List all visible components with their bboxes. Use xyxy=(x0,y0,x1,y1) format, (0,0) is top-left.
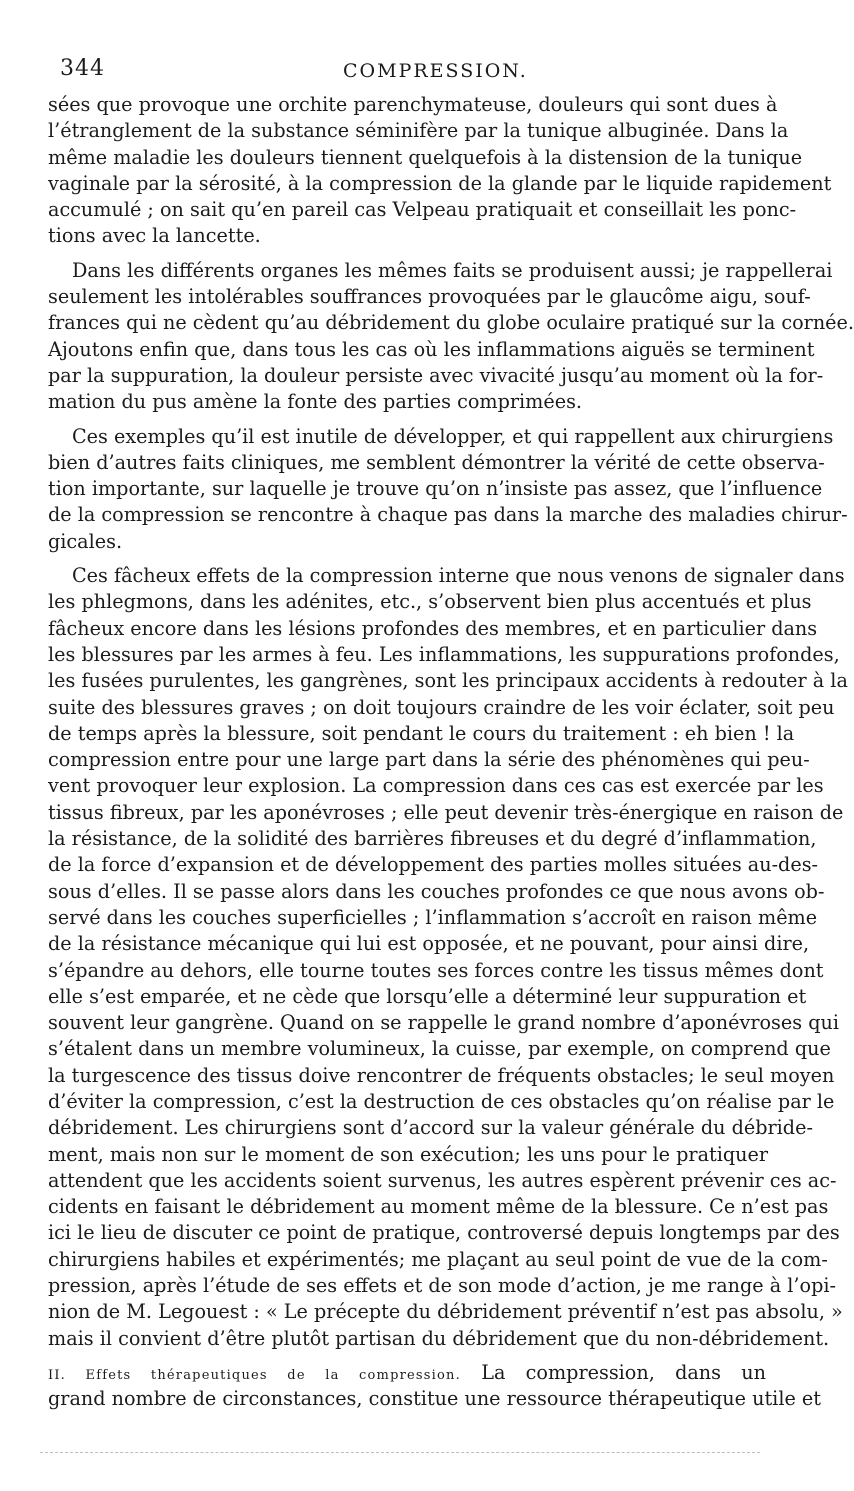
section-lead: La compression, dans un xyxy=(481,1360,766,1384)
text-line: même maladie les douleurs tiennent quelquefois à la distension de la tunique xyxy=(48,145,803,169)
text-line: elle s’est emparée, et ne cède que lorsqu’elle a déterminé leur suppuration et xyxy=(48,984,807,1008)
page-number: 344 xyxy=(60,56,105,81)
text-line: souvent leur gangrène. Quand on se rappelle le grand nombre d’aponévroses qui xyxy=(48,1011,839,1035)
text-line: nion de M. Legouest : « Le précepte du débridement préventif n’est pas absolu, » xyxy=(48,1300,843,1324)
text-line: les blessures par les armes à feu. Les inflammations, les suppurations profondes, xyxy=(48,642,840,666)
text-line: frances qui ne cèdent qu’au débridement du globe oculaire pratiqué sur la cornée. xyxy=(48,311,854,335)
text-line: l’étranglement de la substance séminifère par la tunique albuginée. Dans la xyxy=(48,119,789,143)
text-line xyxy=(48,1360,766,1386)
page-body xyxy=(48,92,854,1421)
paragraph-examples xyxy=(48,424,848,555)
page-header xyxy=(0,56,800,92)
text-line: suite des blessures graves ; on doit toujours craindre de les voir éclater, soit peu xyxy=(48,695,835,719)
text-line: tissus fibreux, par les aponévroses ; elle peut devenir très-énergique en raison de xyxy=(48,800,844,824)
text-line: grand nombre de circonstances, constitue une ressource thérapeutique utile et xyxy=(48,1387,821,1411)
text-line: s’épandre au dehors, elle tourne toutes ses forces contre les tissus mêmes dont xyxy=(48,958,824,982)
text-line: cidents en faisant le débridement au moment même de la blessure. Ce n’est pas xyxy=(48,1195,829,1219)
text-line: vaginale par la sérosité, à la compression de la glande par le liquide rapidement xyxy=(48,171,832,195)
text-line: vent provoquer leur explosion. La compression dans ces cas est exercée par les xyxy=(48,774,824,798)
text-line: par la suppuration, la douleur persiste avec vivacité jusqu’au moment où la for- xyxy=(48,363,824,387)
text-line: accumulé ; on sait qu’en pareil cas Velpeau pratiquait et conseillait les ponc- xyxy=(48,198,797,222)
paragraph-debridement xyxy=(48,563,848,1352)
text-line: sous d’elles. Il se passe alors dans les couches profondes ce que nous avons ob- xyxy=(48,879,825,903)
text-line: mais il convient d’être plutôt partisan du débridement que du non-débridement. xyxy=(48,1326,830,1350)
text-line: compression entre pour une large part dans la série des phénomènes qui peu- xyxy=(48,748,810,772)
text-line: attendent que les accidents soient survenus, les autres espèrent prévenir ces ac- xyxy=(48,1168,837,1192)
text-line: pression, après l’étude de ses effets et de son mode d’action, je me range à l’opi- xyxy=(48,1274,836,1298)
text-line: les fusées purulentes, les gangrènes, sont les principaux accidents à redouter à la xyxy=(48,669,848,693)
section-heading: II. Effets thérapeutiques de la compression. xyxy=(48,1367,461,1383)
paragraph-glaucoma xyxy=(48,258,854,416)
text-line: s’étalent dans un membre volumineux, la cuisse, par exemple, on comprend que xyxy=(48,1037,831,1061)
text-line: les phlegmons, dans les adénites, etc., s’observent bien plus accentués et plus xyxy=(48,590,812,614)
text-line: gicales. xyxy=(48,529,123,553)
text-line: tion importante, sur laquelle je trouve qu’on n’insiste pas assez, que l’influence xyxy=(48,477,823,501)
paragraph-orchitis xyxy=(48,92,832,250)
text-line: d’éviter la compression, c’est la destruction de ces obstacles qu’on réalise par le xyxy=(48,1089,835,1113)
text-line: seulement les intolérables souffrances provoquées par le glaucôme aigu, souf- xyxy=(48,285,811,309)
section-therapeutic-effects xyxy=(48,1360,821,1413)
text-line: de la force d’expansion et de développement des parties molles situées au-des- xyxy=(48,853,819,877)
text-line: Ajoutons enfin que, dans tous les cas où les inflammations aiguës se terminent xyxy=(48,337,815,361)
text-line: de la résistance mécanique qui lui est opposée, et ne pouvant, pour ainsi dire, xyxy=(48,932,810,956)
text-line: tions avec la lancette. xyxy=(48,224,261,248)
text-line: fâcheux encore dans les lésions profondes des membres, et en particulier dans xyxy=(48,616,818,640)
text-line: ment, mais non sur le moment de son exécution; les uns pour le pratiquer xyxy=(48,1142,769,1166)
text-line: Ces fâcheux effets de la compression interne que nous venons de signaler dans xyxy=(72,564,845,588)
text-line: ici le lieu de discuter ce point de pratique, controversé depuis longtemps par des xyxy=(48,1221,840,1245)
text-line: mation du pus amène la fonte des parties comprimées. xyxy=(48,390,583,414)
text-line: servé dans les couches superficielles ; l’inflammation s’accroît en raison même xyxy=(48,905,818,929)
text-line: la résistance, de la solidité des barrières fibreuses et du degré d’inflammation, xyxy=(48,827,817,851)
text-line: Ces exemples qu’il est inutile de développer, et qui rappellent aux chirurgiens xyxy=(72,424,834,448)
text-line: de temps après la blessure, soit pendant le cours du traitement : eh bien ! la xyxy=(48,721,795,745)
text-line: chirurgiens habiles et expérimentés; me plaçant au seul point de vue de la com- xyxy=(48,1247,828,1271)
text-line: sées que provoque une orchite parenchymateuse, douleurs qui sont dues à xyxy=(48,93,778,116)
running-title: COMPRESSION. xyxy=(343,60,528,82)
text-line: la turgescence des tissus doive rencontrer de fréquents obstacles; le seul moyen xyxy=(48,1063,835,1087)
footer-rule xyxy=(40,1452,760,1453)
text-line: débridement. Les chirurgiens sont d’accord sur la valeur générale du débride- xyxy=(48,1116,813,1140)
text-line: bien d’autres faits cliniques, me semblent démontrer la vérité de cette observa- xyxy=(48,450,825,474)
text-line: Dans les différents organes les mêmes faits se produisent aussi; je rappellerai xyxy=(72,258,833,282)
text-line: de la compression se rencontre à chaque pas dans la marche des maladies chirur- xyxy=(48,503,848,527)
